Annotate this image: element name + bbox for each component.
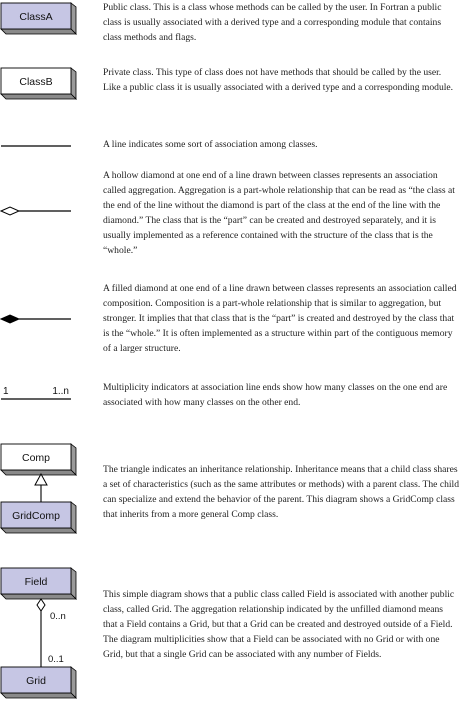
grid-class-label: Grid <box>26 675 46 687</box>
private-class-label: ClassB <box>19 76 53 88</box>
association-description: A line indicates some sort of association among classes. <box>103 139 318 150</box>
example-diagram <box>1 568 76 698</box>
child-class-box <box>1 502 76 533</box>
public-class-description: Public class. This is a class whose methods can be called by the user. In Fortran a public class is usually associated with a derived type and a corresponding module that contains class methods and flags. <box>103 2 442 43</box>
multiplicity-description: Multiplicity indicators at association line ends show how many classes on the one end are associated with how many classes on the other end. <box>103 382 448 408</box>
private-class-box <box>1 68 76 99</box>
lower-multiplicity-label: 0..1 <box>48 654 64 665</box>
hollow-diamond-icon <box>1 207 19 215</box>
aggregation-diamond-icon <box>37 599 45 611</box>
multiplicity-right-label: 1..n <box>52 386 69 397</box>
inheritance-diagram <box>1 444 76 533</box>
example-description: This simple diagram shows that a public class called Field is associated with another public class, called Grid. The aggregation relationship indicated by the unfilled diamond means that a Field contains a Grid, but that a Grid can be created and destroyed outside of a Field. The diagram multiplicities show that a Field can be associated with no Grid or with one Grid, but that a single Grid can be associated with any number of Fields. <box>103 589 455 660</box>
composition-symbol <box>1 315 71 323</box>
field-class-box <box>1 568 76 599</box>
aggregation-symbol <box>1 207 71 215</box>
field-class-label: Field <box>24 576 48 588</box>
inheritance-triangle-icon <box>35 474 47 485</box>
multiplicity-left-label: 1 <box>3 386 9 397</box>
inheritance-description: The triangle indicates an inheritance relationship. Inheritance means that a child class shares a set of characteristics (such as the same attributes or methods) with a parent class. The child can specialize and extend the behavior of the parent. This diagram shows a GridComp class that inherits from a more general Comp class. <box>103 464 460 520</box>
grid-class-box <box>1 667 76 698</box>
parent-class-box <box>1 444 76 475</box>
child-class-label: GridComp <box>12 510 60 522</box>
private-class-description: Private class. This type of class does not have methods that should be called by the user. Like a public class it is usually associated with a derived type and a corresponding module. <box>103 67 454 93</box>
parent-class-label: Comp <box>21 452 51 464</box>
aggregation-description: A hollow diamond at one end of a line drawn between classes represents an association called aggregation. Aggregation is a part-whole relationship that can be read as “the class at the end of the line without the diamond is part of the class at the end of the line with the diamond.” The class that is the “part” can be created and destroyed separately, and it is usually implemented as a reference contained with the structure of the class that is the “whole.” <box>103 170 455 256</box>
composition-description: A filled diamond at one end of a line drawn between classes represents an association called composition. Composition is a part-whole relationship that is similar to aggregation, but stronger. It implies that that class that is the “part” is created and destroyed by the class that is the “whole.” It is often implemented as a structure within part of the contiguous memory of a larger structure. <box>103 283 457 354</box>
filled-diamond-icon <box>1 315 19 323</box>
multiplicity-symbol <box>1 386 71 399</box>
public-class-box <box>1 3 76 34</box>
upper-multiplicity-label: 0..n <box>50 611 66 622</box>
public-class-label: ClassA <box>19 11 53 23</box>
